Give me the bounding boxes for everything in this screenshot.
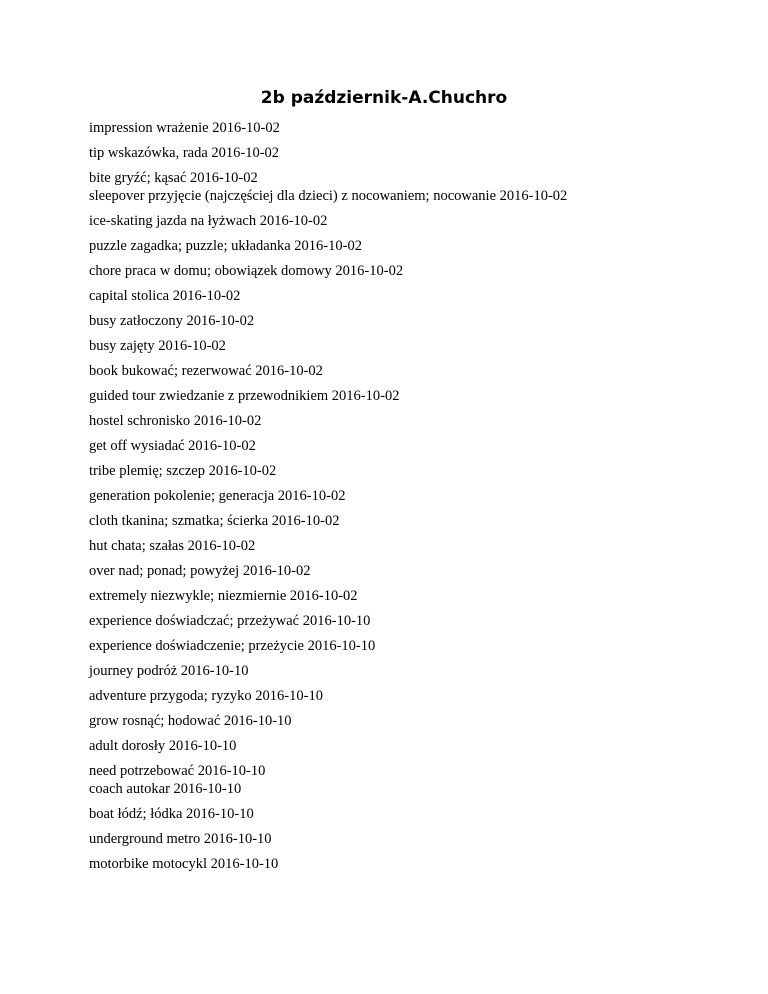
list-item: coach autokar 2016-10-10 <box>89 781 242 797</box>
list-item: impression wrażenie 2016-10-02 <box>89 120 280 136</box>
list-item: busy zatłoczony 2016-10-02 <box>89 313 255 329</box>
list-item: guided tour zwiedzanie z przewodnikiem 2016-10-02 <box>89 388 400 404</box>
list-item: capital stolica 2016-10-02 <box>89 288 241 304</box>
list-item: hut chata; szałas 2016-10-02 <box>89 538 256 554</box>
list-item: motorbike motocykl 2016-10-10 <box>89 856 279 872</box>
page-title: 2b październik-A.Chuchro <box>260 88 508 108</box>
list-item: need potrzebować 2016-10-10 <box>89 763 266 779</box>
list-item: ice-skating jazda na łyżwach 2016-10-02 <box>89 213 328 229</box>
list-item: boat łódź; łódka 2016-10-10 <box>89 806 254 822</box>
list-item: tip wskazówka, rada 2016-10-02 <box>89 145 280 161</box>
list-item: puzzle zagadka; puzzle; układanka 2016-10-02 <box>89 238 362 254</box>
list-item: hostel schronisko 2016-10-02 <box>89 413 262 429</box>
list-item: journey podróż 2016-10-10 <box>89 663 249 679</box>
list-item: get off wysiadać 2016-10-02 <box>89 438 256 454</box>
list-item: sleepover przyjęcie (najczęściej dla dzieci) z nocowaniem; nocowanie 2016-10-02 <box>89 188 568 204</box>
list-item: experience doświadczenie; przeżycie 2016-10-10 <box>89 638 376 654</box>
list-item: chore praca w domu; obowiązek domowy 2016-10-02 <box>89 263 404 279</box>
list-item: tribe plemię; szczep 2016-10-02 <box>89 463 277 479</box>
list-item: over nad; ponad; powyżej 2016-10-02 <box>89 563 311 579</box>
list-item: adult dorosły 2016-10-10 <box>89 738 237 754</box>
list-item: grow rosnąć; hodować 2016-10-10 <box>89 713 292 729</box>
list-item: adventure przygoda; ryzyko 2016-10-10 <box>89 688 323 704</box>
list-item: generation pokolenie; generacja 2016-10-02 <box>89 488 346 504</box>
list-item: bite gryźć; kąsać 2016-10-02 <box>89 170 258 186</box>
list-item: underground metro 2016-10-10 <box>89 831 272 847</box>
list-item: experience doświadczać; przeżywać 2016-10-10 <box>89 613 371 629</box>
list-item: extremely niezwykle; niezmiernie 2016-10-02 <box>89 588 358 604</box>
list-item: busy zajęty 2016-10-02 <box>89 338 226 354</box>
list-item: cloth tkanina; szmatka; ścierka 2016-10-02 <box>89 513 340 529</box>
list-item: book bukować; rezerwować 2016-10-02 <box>89 363 323 379</box>
